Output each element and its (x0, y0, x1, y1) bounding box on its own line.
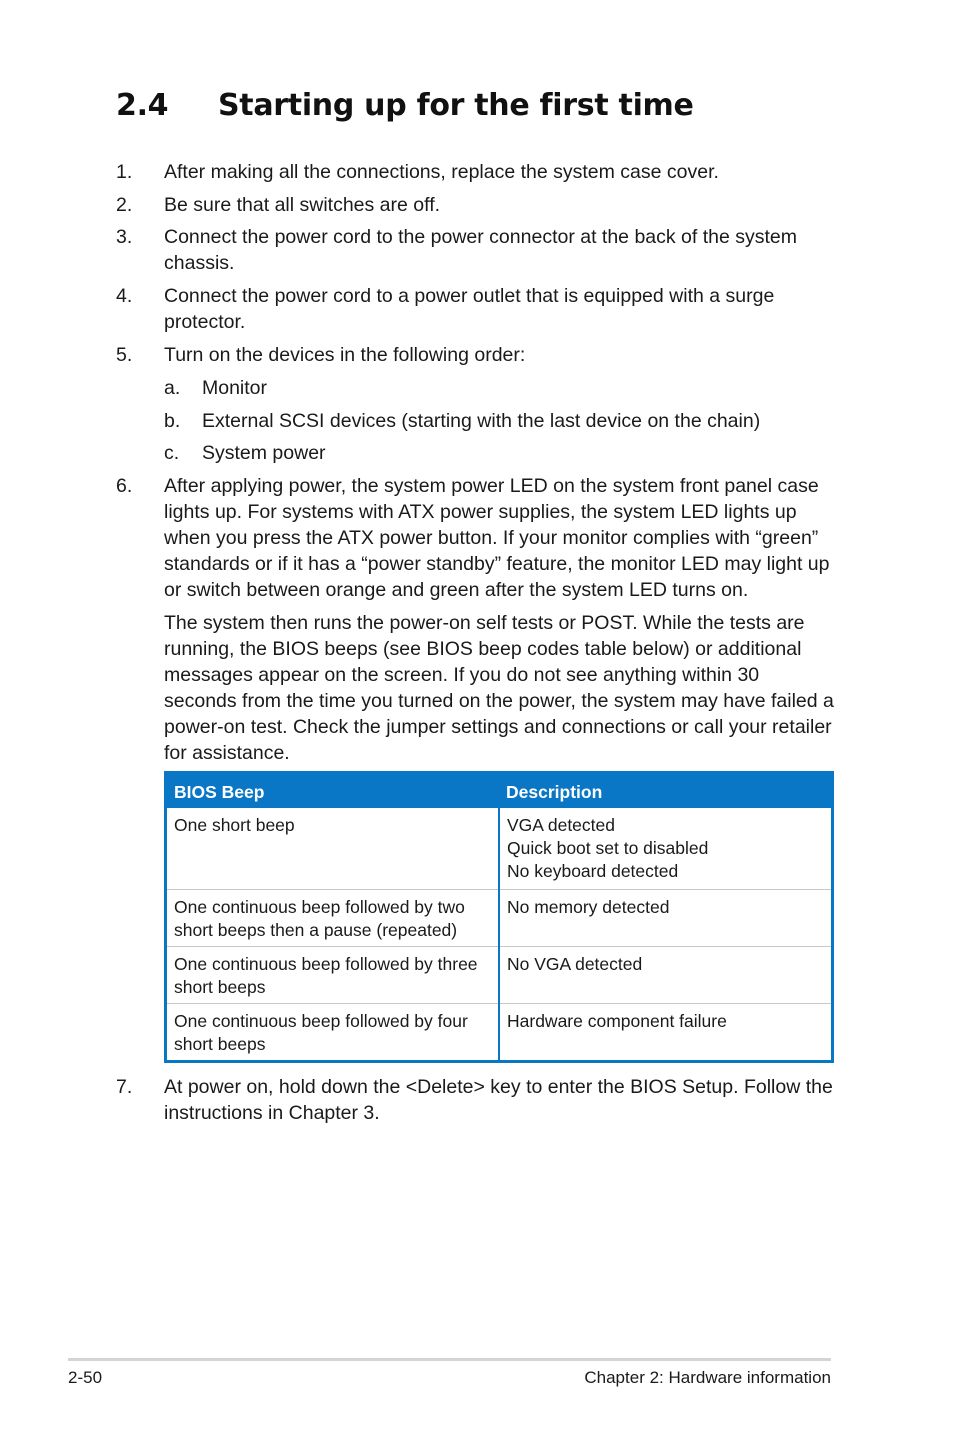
section-number: 2.4 (116, 88, 169, 123)
column-header-description: Description (499, 773, 833, 809)
description-line: No VGA detected (507, 954, 643, 974)
step-number: 1. (116, 161, 133, 183)
sub-item-text: External SCSI devices (starting with the last device on the chain) (202, 410, 761, 432)
sub-item-text: Monitor (202, 377, 268, 399)
description-line: No memory detected (507, 897, 670, 917)
bios-beep-table (164, 771, 834, 1063)
footer-divider (68, 1358, 831, 1361)
beep-cell: One continuous beep followed by four short beeps (166, 1004, 500, 1062)
table-row (166, 890, 833, 947)
list-item (116, 192, 836, 218)
list-item (116, 1074, 836, 1126)
list-item (116, 159, 836, 185)
sub-list-item (164, 375, 824, 401)
step-text: Be sure that all switches are off. (164, 194, 441, 216)
step-number: 3. (116, 226, 133, 248)
step-number: 4. (116, 285, 133, 307)
step-text: After applying power, the system power LED on the system front panel case lights up. For systems with ATX power supplies, the system LED lights up when you press the ATX power button. If your monitor complies with “green” standards or if it has a “power standby” feature, the monitor LED may light up or switch between orange and green after the system LED turns on. (164, 475, 830, 601)
description-line: No keyboard detected (507, 861, 679, 881)
table-row (166, 808, 833, 890)
beep-cell: One continuous beep followed by two short beeps then a pause (repeated) (166, 890, 500, 947)
list-item (116, 473, 836, 603)
step-number: 7. (116, 1076, 133, 1098)
table-row (166, 1004, 833, 1062)
table-header-row (166, 773, 833, 809)
step-text: At power on, hold down the <Delete> key to enter the BIOS Setup. Follow the instructions in Chapter 3. (164, 1076, 833, 1124)
sub-list-item (164, 440, 824, 466)
list-item (116, 283, 836, 335)
sub-item-text: System power (202, 442, 326, 464)
list-item (116, 342, 836, 368)
page-title (116, 88, 694, 123)
sub-item-letter: a. (164, 377, 181, 399)
step-number: 6. (116, 475, 133, 497)
chapter-label: Chapter 2: Hardware information (584, 1368, 831, 1387)
beep-cell: One continuous beep followed by three short beeps (166, 947, 500, 1004)
description-cell (499, 1004, 833, 1062)
table-row (166, 947, 833, 1004)
description-line: Quick boot set to disabled (507, 838, 709, 858)
step-text: Turn on the devices in the following order: (164, 344, 526, 366)
step-text: After making all the connections, replace the system case cover. (164, 161, 719, 183)
description-line: VGA detected (507, 815, 615, 835)
sub-item-letter: b. (164, 410, 181, 432)
sub-item-letter: c. (164, 442, 180, 464)
description-cell (499, 890, 833, 947)
description-line: Hardware component failure (507, 1011, 727, 1031)
description-cell (499, 947, 833, 1004)
sub-list-item (164, 408, 824, 434)
list-item (116, 224, 836, 276)
section-title: Starting up for the first time (218, 88, 694, 123)
post-paragraph: The system then runs the power-on self tests or POST. While the tests are running, the BIOS beeps (see BIOS beep codes table below) or additional messages appear on the screen. If you do not see anything within 30 seconds from the time you turned on the power, the system may have failed a power-on test. Check the jumper settings and connections or call your retailer for assistance. (164, 612, 834, 764)
step-text: Connect the power cord to the power connector at the back of the system chassis. (164, 226, 798, 274)
step-text: Connect the power cord to a power outlet that is equipped with a surge protector. (164, 285, 775, 333)
page-number: 2-50 (68, 1368, 103, 1387)
step-number: 2. (116, 194, 133, 216)
column-header-bios-beep: BIOS Beep (166, 773, 500, 809)
description-cell (499, 808, 833, 890)
beep-cell: One short beep (166, 808, 500, 890)
step-number: 5. (116, 344, 133, 366)
